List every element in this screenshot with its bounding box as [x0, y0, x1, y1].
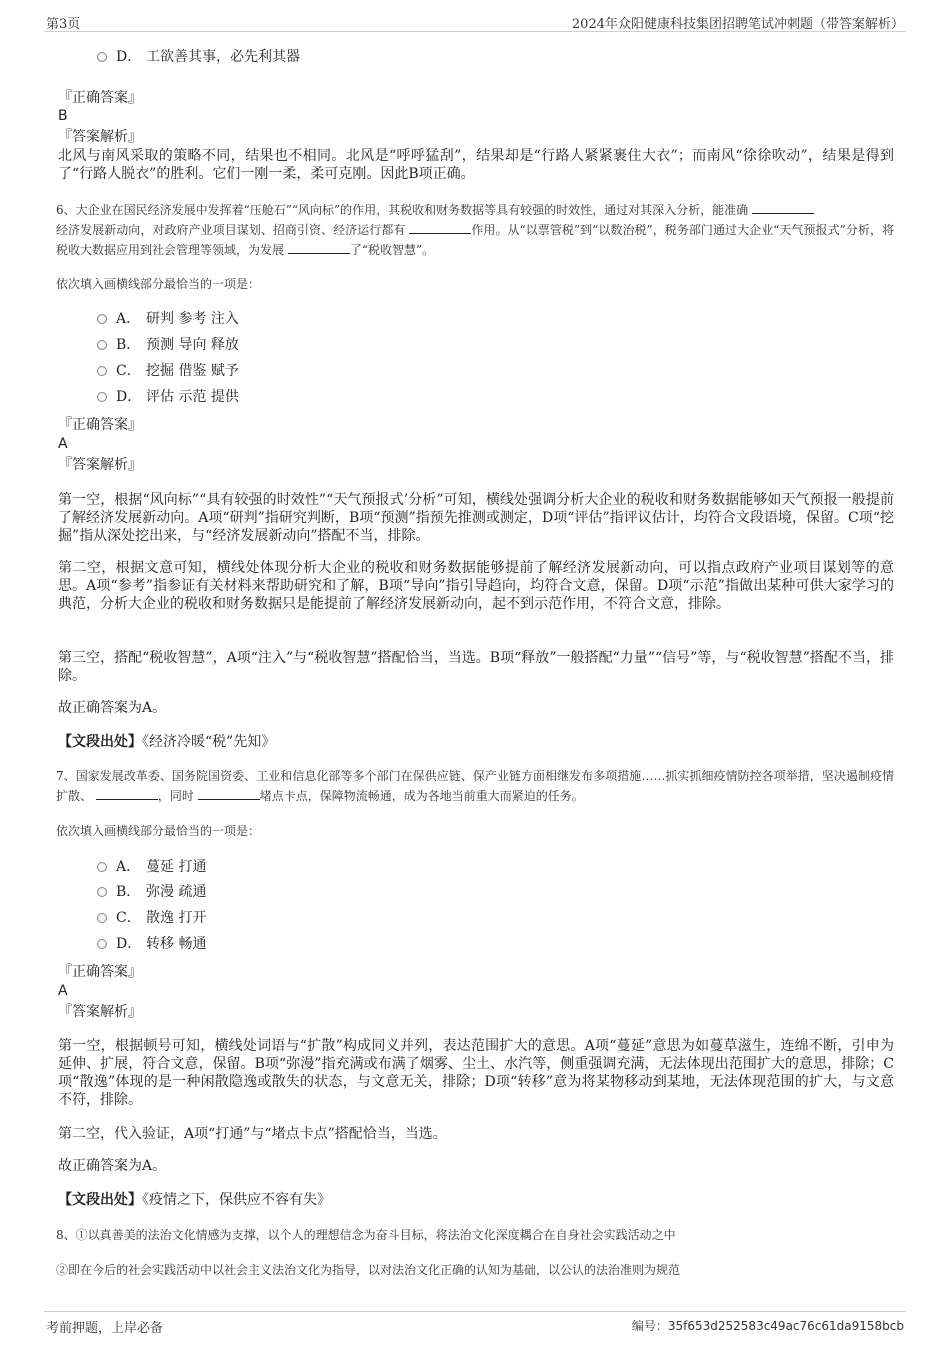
source-line: 【文段出处】《经济冷暖“税”先知》 — [58, 734, 276, 750]
question-stem-line: ②即在今后的社会实践活动中以社会主义法治文化为指导，以对法治文化正确的认知为基础，以公认的法治准则为规范 — [56, 1263, 681, 1277]
correct-answer-value: A — [58, 983, 68, 999]
analysis-conclusion: 故正确答案为A。 — [58, 700, 167, 716]
analysis-paragraph: 第二空，代入验证，A项“打通”与“堵点卡点”搭配恰当，当选。 — [58, 1126, 447, 1142]
correct-answer-label: 『正确答案』 — [58, 417, 142, 433]
radio-icon[interactable] — [97, 939, 107, 949]
q6-option-c[interactable]: C． 挖掘 借鉴 赋予 — [97, 361, 239, 381]
correct-answer-value: A — [58, 436, 68, 452]
source-line: 【文段出处】《疫情之下，保供应不容有失》 — [58, 1192, 331, 1208]
analysis-conclusion: 故正确答案为A。 — [58, 1158, 167, 1174]
analysis-paragraph: 第一空，根据顿号可知，横线处词语与“扩散”构成同义并列，表达范围扩大的意思。A项“蔓延”意思为如蔓草滋生，连绵不断，引申为延伸、扩展，符合文意，保留。B项“弥漫”指充满或布满了烟雾、尘土、水汽等，侧重强调充满，无法体现出范围扩大的意思，排除；C项“散逸”体现的是一种闲散隐逸或散失的状态，与文意无关，排除；D项“转移”意为将某物移动到某地，无法体现范围的扩大，与文意不符，排除。 — [58, 1038, 894, 1108]
q6-option-d[interactable]: D． 评估 示范 提供 — [97, 387, 239, 407]
question-stem: 8、①以真善美的法治文化情感为支撑，以个人的理想信念为奋斗目标，将法治文化深度耦合在自身社会实践活动之中 — [56, 1228, 676, 1242]
radio-icon[interactable] — [97, 392, 107, 402]
q7-option-b[interactable]: B． 弥漫 疏通 — [97, 882, 206, 902]
analysis-label: 『答案解析』 — [58, 457, 142, 473]
radio-icon[interactable] — [97, 862, 107, 872]
document-code: 编号：35f653d252583c49ac76c61da9158bcb — [631, 1319, 904, 1333]
q6-option-a[interactable]: A． 研判 参考 注入 — [97, 309, 239, 329]
radio-icon[interactable] — [97, 52, 107, 62]
fill-blank — [198, 787, 260, 800]
radio-icon[interactable] — [97, 340, 107, 350]
analysis-label: 『答案解析』 — [58, 1004, 142, 1020]
page-header — [44, 13, 906, 32]
question-instruction: 依次填入画横线部分最恰当的一项是： — [56, 277, 261, 291]
analysis-paragraph: 第二空，根据文意可知，横线处体现分析大企业的税收和财务数据能够提前了解经济发展新动向，可以指点政府产业项目谋划等的意思。A项“参考”指参证有关材料来帮助研究和了解，B项“导向”指引导趋向，均符合文意，保留。D项“示范”指做出某种可供大家学习的典范，分析大企业的税收和财务数据只是能提前了解经济发展新动向，起不到示范作用，不符合文意，排除。 — [58, 560, 894, 612]
page-number: 第3页 — [46, 17, 81, 32]
analysis-paragraph: 第一空，根据“风向标”“具有较强的时效性”“天气预报式’分析”可知，横线处强调分析大企业的税收和财务数据能够如天气预报一般提前了解经济发展新动向。A项“研判”指研究判断，B项“预测”指预先推测或测定，D项“评估”指评议估计，均符合文段语境，保留。C项“挖掘”指从深处挖出来，与“经济发展新动向”搭配不当，排除。 — [58, 492, 894, 544]
analysis-label: 『答案解析』 — [58, 129, 142, 145]
fill-blank — [752, 201, 814, 214]
analysis-paragraph: 北风与南风采取的策略不同，结果也不相同。北风是“呼呼猛刮”，结果却是“行路人紧紧裹住大衣”；而南风“徐徐吹动”，结果是得到了“行路人脱衣”的胜利。它们一刚一柔，柔可克刚。因此B项正确。 — [58, 148, 894, 182]
correct-answer-value: B — [58, 108, 68, 124]
fill-blank — [96, 787, 158, 800]
correct-answer-label: 『正确答案』 — [58, 90, 142, 106]
q6-option-b[interactable]: B． 预测 导向 释放 — [97, 335, 239, 355]
fill-blank — [288, 241, 350, 254]
q7-option-c[interactable]: C． 散逸 打开 — [97, 908, 206, 928]
q7-option-a[interactable]: A． 蔓延 打通 — [97, 857, 206, 877]
radio-icon[interactable] — [97, 887, 107, 897]
page-footer — [44, 1311, 906, 1336]
q5-option-d[interactable]: D． 工欲善其事，必先利其器 — [97, 47, 300, 67]
radio-icon[interactable] — [97, 314, 107, 324]
footer-slogan: 考前押题，上岸必备 — [46, 1321, 164, 1336]
question-instruction: 依次填入画横线部分最恰当的一项是： — [56, 824, 261, 838]
radio-icon[interactable] — [97, 913, 107, 923]
document-title: 2024年众阳健康科技集团招聘笔试冲刺题（带答案解析） — [571, 17, 904, 32]
analysis-paragraph: 第三空，搭配“税收智慧”，A项“注入”与“税收智慧”搭配恰当，当选。B项“释放”一般搭配“力量”“信号”等，与“税收智慧”搭配不当，排除。 — [58, 650, 894, 684]
q7-option-d[interactable]: D． 转移 畅通 — [97, 934, 206, 954]
correct-answer-label: 『正确答案』 — [58, 964, 142, 980]
question-stem: 6、大企业在国民经济发展中发挥着“压舱石”“风向标”的作用，其税收和财务数据等具有较强的时效性，通过对其深入分析，能准确 经济发展新动向，对政府产业项目谋划、招商引资、经济运行都有 作用。从“以票管税”到“以数治税”，税务部门通过大企业“天气预报式”分析，将税收大数据应用到社会管理等领域，为发展 了“税收智慧”。 — [56, 203, 894, 257]
fill-blank — [409, 221, 471, 234]
radio-icon[interactable] — [97, 366, 107, 376]
question-stem: 7、国家发展改革委、国务院国资委、工业和信息化部等多个部门在保供应链、保产业链方面相继发布多项措施……抓实抓细疫情防控各项举措，坚决遏制疫情扩散、 ，同时 堵点卡点，保障物流畅通，成为各地当前重大而紧迫的任务。 — [56, 769, 894, 803]
